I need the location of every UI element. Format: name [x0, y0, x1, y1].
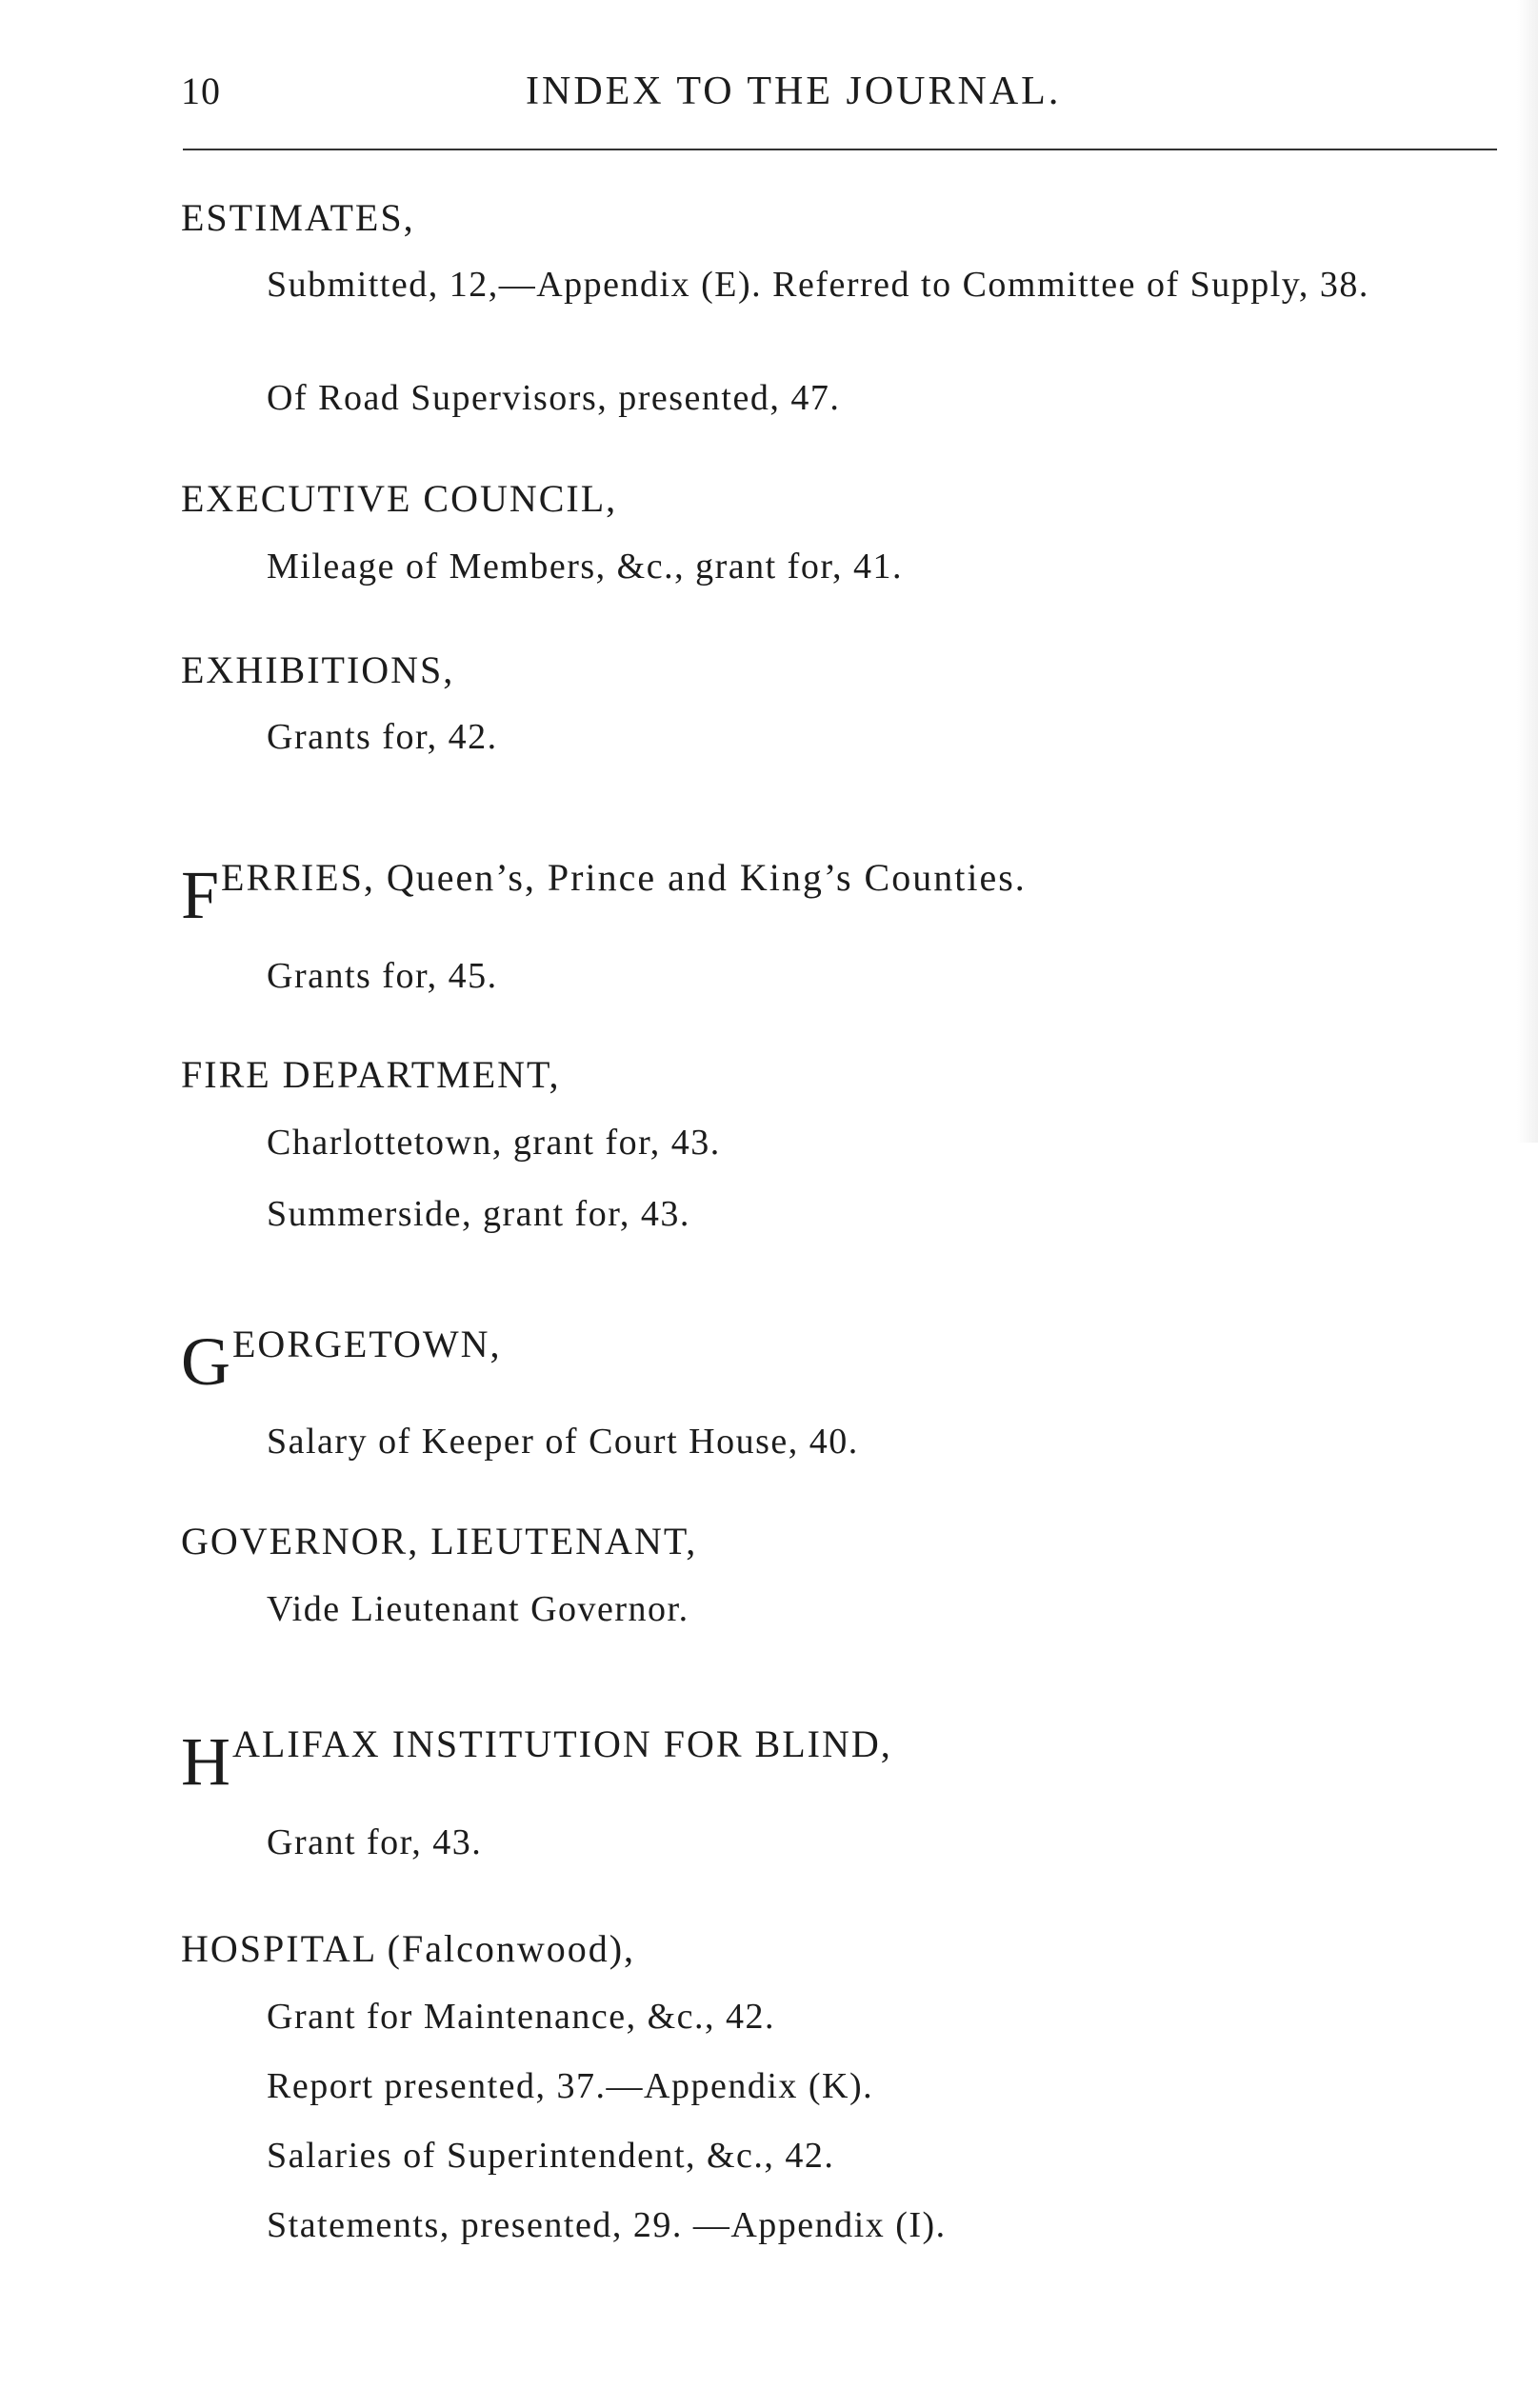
- entry-item-hospital-report: Report presented, 37.—Appendix (K).: [267, 2066, 874, 2106]
- entry-heading-ferries: [181, 855, 1027, 933]
- entry-item-governor-vide: Vide Lieutenant Governor.: [267, 1589, 689, 1629]
- entry-item-fire-charlottetown: Charlottetown, grant for, 43.: [267, 1123, 721, 1163]
- running-title: INDEX TO THE JOURNAL.: [526, 70, 1062, 113]
- entry-item-ferries-grants: Grants for, 45.: [267, 956, 498, 996]
- dropcap-letter: G: [181, 1323, 230, 1400]
- entry-item-hospital-maintenance: Grant for Maintenance, &c., 42.: [267, 1997, 775, 2037]
- entry-item-hospital-salaries: Salaries of Superintendent, &c., 42.: [267, 2136, 835, 2176]
- entry-heading-executive-council: EXECUTIVE COUNCIL,: [181, 477, 618, 520]
- entry-item-estimates-road-supervisors: Of Road Supervisors, presented, 47.: [267, 378, 841, 418]
- scan-edge-shade: [1517, 0, 1538, 1143]
- entry-heading-rest: ALIFAX INSTITUTION FOR BLIND,: [232, 1722, 892, 1765]
- entry-item-executive-council-mileage: Mileage of Members, &c., grant for, 41.: [267, 547, 903, 587]
- entry-heading-halifax: [181, 1721, 892, 1800]
- entry-heading-governor-lieutenant: GOVERNOR, LIEUTENANT,: [181, 1520, 698, 1562]
- header-rule: [183, 149, 1497, 150]
- entry-item-fire-summerside: Summerside, grant for, 43.: [267, 1194, 690, 1234]
- entry-heading-estimates: ESTIMATES,: [181, 196, 415, 239]
- page-header: [181, 69, 1495, 126]
- entry-item-exhibitions-grants: Grants for, 42.: [267, 717, 498, 757]
- page-number: 10: [181, 70, 221, 112]
- dropcap-letter: F: [181, 857, 220, 933]
- entry-item-hospital-statements: Statements, presented, 29. —Appendix (I).: [267, 2205, 947, 2245]
- entry-heading-rest: EORGETOWN,: [232, 1323, 502, 1365]
- entry-heading-hospital: HOSPITAL (Falconwood),: [181, 1927, 636, 1970]
- entry-heading-georgetown: [181, 1322, 502, 1400]
- entry-heading-fire-department: FIRE DEPARTMENT,: [181, 1053, 561, 1096]
- entry-item-estimates-submitted: Submitted, 12,—Appendix (E). Referred to Committee of Supply, 38.: [267, 265, 1369, 305]
- entry-item-halifax-grant: Grant for, 43.: [267, 1822, 483, 1862]
- entry-heading-exhibitions: EXHIBITIONS,: [181, 648, 455, 691]
- dropcap-letter: H: [181, 1723, 230, 1800]
- entry-item-georgetown-salary: Salary of Keeper of Court House, 40.: [267, 1422, 859, 1462]
- entry-heading-rest: ERRIES, Queen’s, Prince and King’s Counties.: [221, 856, 1027, 899]
